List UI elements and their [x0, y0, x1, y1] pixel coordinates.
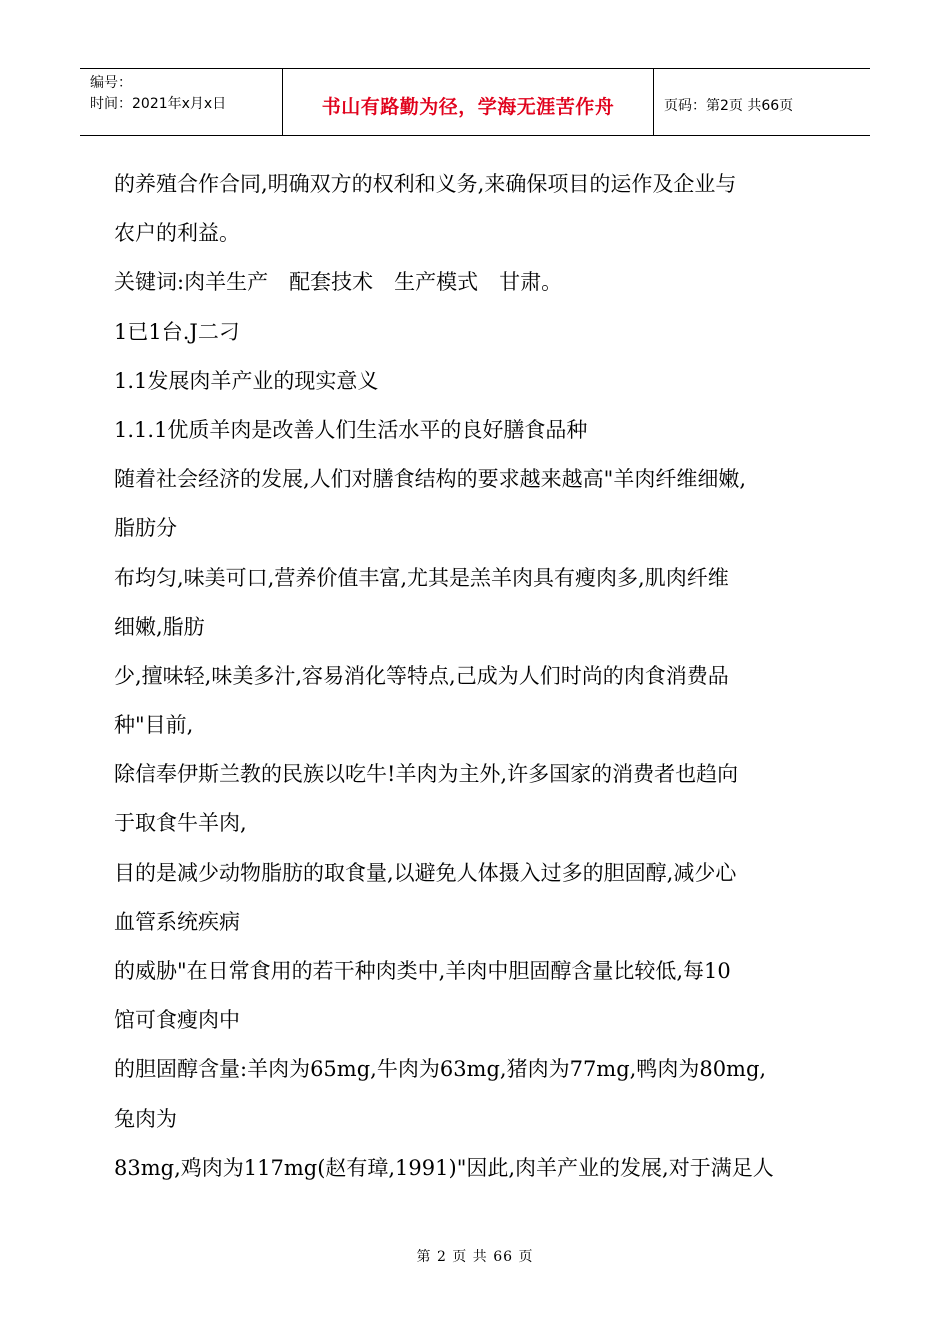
body-line: 1.1.1优质羊肉是改善人们生活水平的良好膳食品种: [114, 417, 588, 442]
body-line: 关键词:肉羊生产 配套技术 生产模式 甘肃。: [114, 270, 563, 295]
body-line: 农户的利益。: [114, 221, 240, 246]
header-motto: [282, 69, 654, 135]
page-info-text: 页码：第2页 共66页: [664, 98, 794, 114]
page-footer: [0, 1246, 950, 1266]
body-line: 除信奉伊斯兰教的民族以吃牛!羊肉为主外,许多国家的消费者也趋向: [114, 762, 739, 787]
body-line: 随着社会经济的发展,人们对膳食结构的要求越来越高"羊肉纤维细嫩,: [114, 467, 747, 492]
body-line: 兔肉为: [114, 1106, 177, 1131]
body-line: 1已1台.J二刁: [114, 319, 240, 344]
body-line: 1.1发展肉羊产业的现实意义: [114, 368, 379, 393]
body-line: 细嫩,脂肪: [114, 614, 205, 639]
document-number-label: 编号：: [90, 75, 132, 91]
body-line: 83mg,鸡肉为117mg(赵有璋,1991)"因此,肉羊产业的发展,对于满足人: [114, 1155, 774, 1180]
body-line: 馆可食瘦肉中: [114, 1008, 240, 1033]
body-line: 种"目前,: [114, 713, 194, 738]
footer-page-number: 第 2 页 共 66 页: [416, 1249, 534, 1265]
body-line: 血管系统疾病: [114, 909, 240, 934]
body-line: 脂肪分: [114, 516, 177, 541]
page-header: [80, 68, 870, 136]
body-line: 于取食牛羊肉,: [114, 811, 247, 836]
body-line: 的胆固醇含量:羊肉为65mg,牛肉为63mg,猪肉为77mg,鸭肉为80mg,: [114, 1057, 767, 1082]
motto-text: 书山有路勤为径，学海无涯苦作舟: [321, 95, 615, 118]
document-time-label: 时间：2021年x月x日: [90, 96, 227, 112]
body-line: 的威胁"在日常食用的若干种肉类中,羊肉中胆固醇含量比较低,每10: [114, 959, 731, 983]
document-body: [114, 160, 844, 1193]
header-meta: [80, 69, 282, 135]
body-line: 的养殖合作合同,明确双方的权利和义务,来确保项目的运作及企业与: [114, 172, 737, 196]
body-line: 布均匀,味美可口,营养价值丰富,尤其是羔羊肉具有瘦肉多,肌肉纤维: [114, 565, 729, 590]
body-line: 少,擅味轻,味美多汁,容易消化等特点,己成为人们时尚的肉食消费品: [114, 663, 729, 688]
header-page-info: [654, 69, 870, 135]
body-line: 目的是减少动物脂肪的取食量,以避免人体摄入过多的胆固醇,减少心: [114, 860, 737, 885]
